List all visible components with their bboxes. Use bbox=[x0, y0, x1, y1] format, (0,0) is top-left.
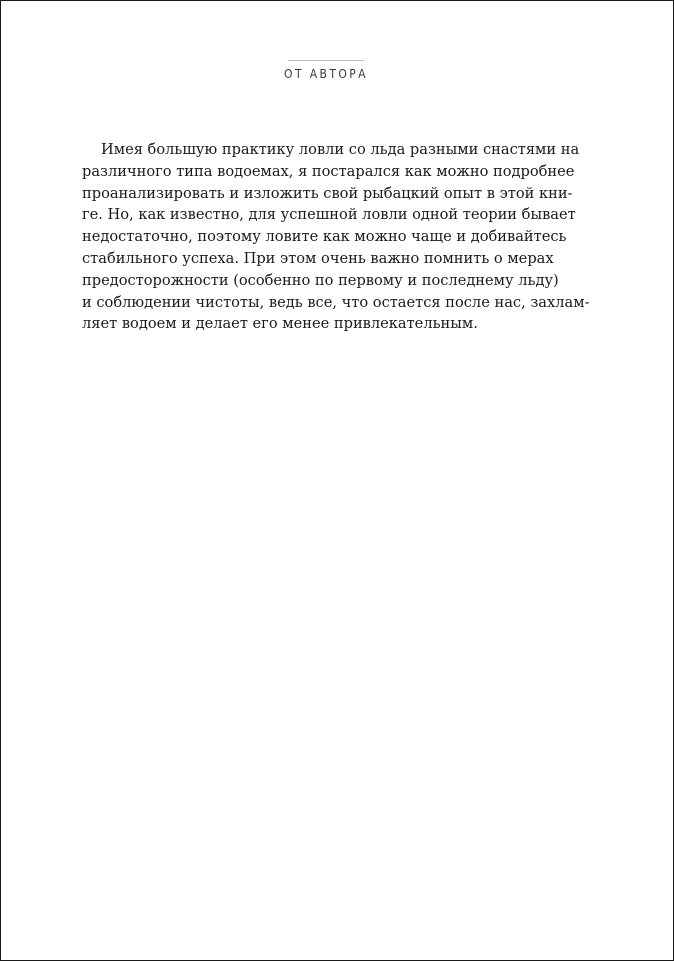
paragraph-line: ляет водоем и делает его менее привлекательным. bbox=[82, 315, 478, 333]
paragraph-line: предосторожности (особенно по первому и последнему льду) bbox=[82, 271, 559, 289]
paragraph-line: стабильного успеха. При этом очень важно помнить о мерах bbox=[82, 249, 554, 267]
paragraph-line: ге. Но, как известно, для успешной ловли одной теории бывает bbox=[82, 206, 576, 224]
paragraph-line: проанализировать и изложить свой рыбацкий опыт в этой кни- bbox=[82, 184, 573, 202]
author-foreword-paragraph bbox=[82, 139, 602, 335]
section-title: ОТ АВТОРА bbox=[284, 67, 368, 81]
paragraph-line: Имея большую практику ловли со льда разными снастями на bbox=[101, 141, 580, 158]
header-divider bbox=[288, 60, 364, 61]
paragraph-line: различного типа водоемах, я постарался как можно подробнее bbox=[82, 162, 575, 180]
paragraph-line: недостаточно, поэтому ловите как можно чаще и добивайтесь bbox=[82, 228, 567, 246]
paragraph-line: и соблюдении чистоты, ведь все, что остается после нас, захлам- bbox=[82, 293, 590, 311]
